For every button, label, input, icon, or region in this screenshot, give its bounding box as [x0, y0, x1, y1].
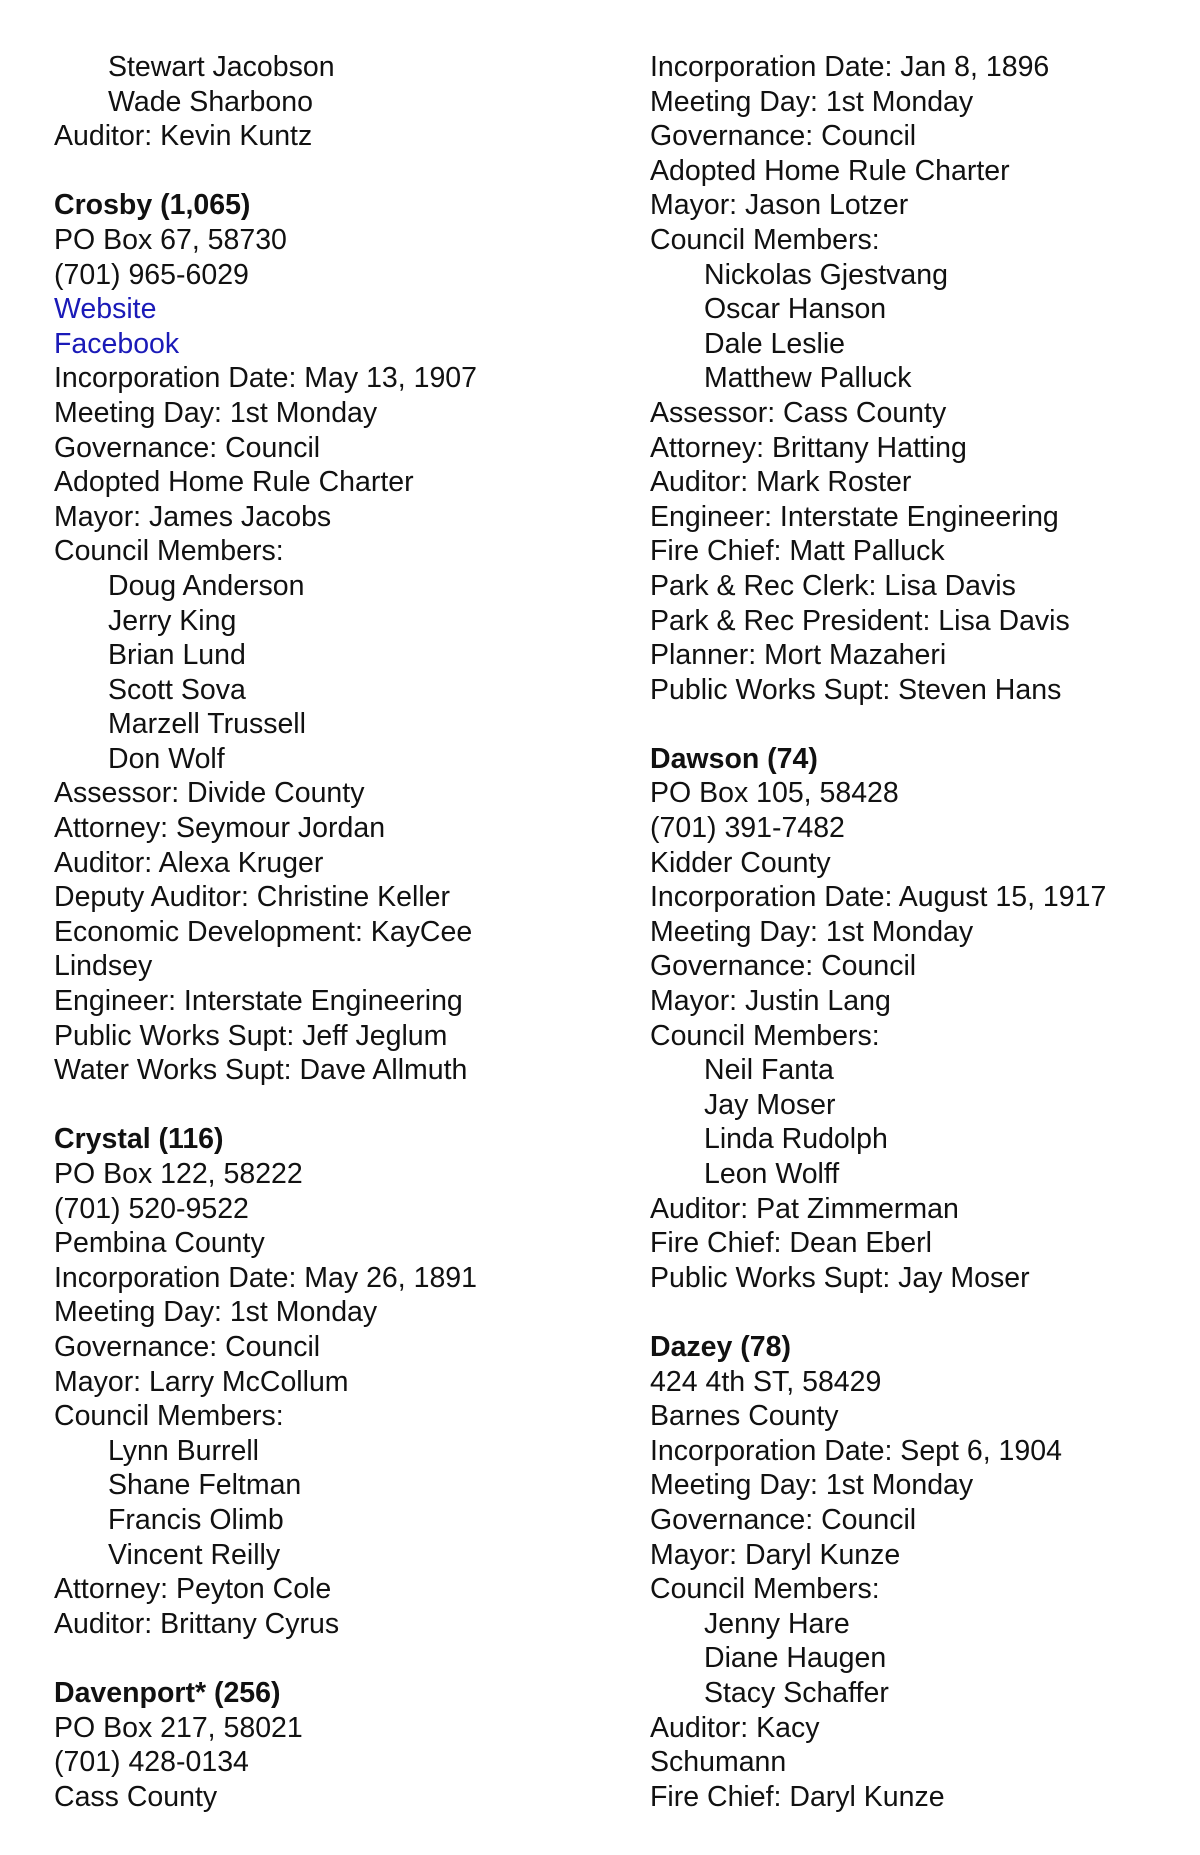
- facebook-link[interactable]: Facebook: [54, 327, 180, 360]
- directory-entry-line: Fire Chief: Dean Eberl: [650, 1227, 932, 1260]
- directory-entry-line: Incorporation Date: Sept 6, 1904: [650, 1434, 1062, 1467]
- directory-entry-line: Cass County: [54, 1780, 218, 1813]
- council-member-name: Marzell Trussell: [108, 708, 306, 741]
- directory-entry-line: Auditor: Brittany Cyrus: [54, 1607, 340, 1640]
- council-member-name: Jay Moser: [704, 1088, 836, 1121]
- directory-entry-line: Deputy Auditor: Christine Keller: [54, 881, 451, 914]
- directory-entry-line: Adopted Home Rule Charter: [650, 154, 1010, 187]
- directory-entry-line: PO Box 67, 58730: [54, 223, 287, 256]
- council-member-name: Jenny Hare: [704, 1607, 850, 1640]
- directory-entry-line: Park & Rec President: Lisa Davis: [650, 604, 1070, 637]
- website-link[interactable]: Website: [54, 293, 157, 326]
- council-member-name: Shane Feltman: [108, 1469, 302, 1502]
- council-member-name: Leon Wolff: [704, 1158, 840, 1190]
- directory-entry-line: (701) 391-7482: [650, 812, 845, 845]
- council-member-name: Oscar Hanson: [704, 293, 887, 326]
- directory-entry-line: Incorporation Date: May 26, 1891: [54, 1261, 478, 1294]
- city-heading: Dazey (78): [650, 1330, 791, 1363]
- directory-entry-line: Mayor: Justin Lang: [650, 985, 891, 1018]
- directory-entry-line: Mayor: James Jacobs: [54, 500, 332, 533]
- city-heading: Dawson (74): [650, 742, 818, 775]
- directory-entry-line: (701) 965-6029: [54, 258, 249, 291]
- directory-entry-line: Lindsey: [54, 950, 153, 983]
- directory-entry-line: Schumann: [650, 1746, 787, 1779]
- directory-entry-line: Meeting Day: 1st Monday: [54, 1296, 378, 1329]
- council-member-name: Stacy Schaffer: [704, 1676, 889, 1709]
- directory-entry-line: Incorporation Date: Jan 8, 1896: [650, 51, 1050, 83]
- directory-entry-line: Mayor: Daryl Kunze: [650, 1538, 901, 1571]
- directory-entry-line: Governance: Council: [54, 1330, 321, 1363]
- section-spacer: [54, 1641, 574, 1676]
- council-member-name: Diane Haugen: [704, 1642, 887, 1675]
- directory-entry-line: Adopted Home Rule Charter: [54, 466, 414, 499]
- directory-entry-line: Council Members:: [54, 1400, 284, 1433]
- directory-entry-line: PO Box 122, 58222: [54, 1158, 303, 1190]
- city-heading: Davenport* (256): [54, 1676, 281, 1709]
- directory-entry-line: Public Works Supt: Jeff Jeglum: [54, 1019, 448, 1052]
- directory-entry-line: Kidder County: [650, 846, 831, 879]
- directory-entry-line: (701) 428-0134: [54, 1746, 249, 1779]
- directory-entry-line: Meeting Day: 1st Monday: [650, 915, 974, 948]
- section-spacer: [54, 154, 574, 189]
- directory-entry-line: Auditor: Kacy: [650, 1711, 820, 1744]
- directory-entry-line: Mayor: Jason Lotzer: [650, 189, 909, 222]
- directory-entry-line: Meeting Day: 1st Monday: [650, 1469, 974, 1502]
- city-heading: Crystal (116): [54, 1123, 224, 1156]
- directory-entry-line: Governance: Council: [650, 120, 917, 153]
- directory-entry-line: Engineer: Interstate Engineering: [650, 500, 1059, 533]
- directory-entry-line: Attorney: Peyton Cole: [54, 1573, 332, 1606]
- directory-entry-line: 424 4th ST, 58429: [650, 1365, 882, 1398]
- directory-entry-line: Auditor: Mark Roster: [650, 466, 912, 499]
- directory-entry-line: Incorporation Date: May 13, 1907: [54, 362, 478, 395]
- directory-entry-line: Auditor: Alexa Kruger: [54, 846, 324, 879]
- directory-entry-line: Council Members:: [650, 1019, 880, 1052]
- directory-entry-line: Council Members:: [650, 223, 880, 256]
- council-member-name: Brian Lund: [108, 639, 246, 672]
- directory-entry-line: Assessor: Cass County: [650, 396, 947, 429]
- directory-entry-line: Park & Rec Clerk: Lisa Davis: [650, 569, 1016, 602]
- directory-entry-line: Governance: Council: [650, 950, 917, 983]
- directory-entry-line: Barnes County: [650, 1400, 839, 1433]
- directory-entry-line: Fire Chief: Daryl Kunze: [650, 1780, 945, 1813]
- directory-entry-line: Meeting Day: 1st Monday: [54, 396, 378, 429]
- directory-entry-line: PO Box 217, 58021: [54, 1711, 303, 1744]
- directory-entry-line: Fire Chief: Matt Palluck: [650, 535, 945, 568]
- directory-entry-line: Council Members:: [650, 1573, 880, 1606]
- council-member-name: Linda Rudolph: [704, 1123, 888, 1156]
- directory-entry-line: Attorney: Brittany Hatting: [650, 431, 967, 464]
- directory-entry-line: Auditor: Kevin Kuntz: [54, 120, 313, 153]
- council-member-name: Francis Olimb: [108, 1503, 284, 1536]
- council-member-name: Jerry King: [108, 604, 237, 637]
- directory-entry-line: Incorporation Date: August 15, 1917: [650, 881, 1107, 914]
- section-spacer: [650, 707, 1190, 742]
- directory-entry-line: Meeting Day: 1st Monday: [650, 85, 974, 118]
- right-column: [650, 50, 1190, 1814]
- council-member-name: Dale Leslie: [704, 327, 845, 360]
- council-member-name: Doug Anderson: [108, 569, 305, 602]
- directory-entry-line: Council Members:: [54, 535, 284, 568]
- directory-entry-line: Auditor: Pat Zimmerman: [650, 1192, 959, 1225]
- council-member-name: Lynn Burrell: [108, 1434, 260, 1467]
- council-member-name: Scott Sova: [108, 673, 246, 706]
- directory-entry-line: Governance: Council: [650, 1503, 917, 1536]
- directory-entry-line: Governance: Council: [54, 431, 321, 464]
- council-member-name: Neil Fanta: [704, 1054, 834, 1087]
- directory-entry-line: Planner: Mort Mazaheri: [650, 639, 947, 672]
- council-member-name: Vincent Reilly: [108, 1538, 281, 1571]
- directory-entry-line: Mayor: Larry McCollum: [54, 1365, 349, 1398]
- council-member-name: Matthew Palluck: [704, 362, 912, 395]
- directory-entry-line: (701) 520-9522: [54, 1192, 249, 1225]
- directory-entry-line: Public Works Supt: Steven Hans: [650, 673, 1062, 706]
- directory-entry-line: PO Box 105, 58428: [650, 777, 899, 810]
- section-spacer: [650, 1295, 1190, 1330]
- directory-entry-line: Engineer: Interstate Engineering: [54, 985, 463, 1018]
- council-member-name: Stewart Jacobson: [108, 51, 335, 83]
- directory-entry-line: Attorney: Seymour Jordan: [54, 812, 386, 845]
- directory-entry-line: Economic Development: KayCee: [54, 915, 473, 948]
- city-heading: Crosby (1,065): [54, 189, 251, 222]
- left-column: [54, 50, 574, 1814]
- directory-entry-line: Public Works Supt: Jay Moser: [650, 1261, 1030, 1294]
- directory-entry-line: Water Works Supt: Dave Allmuth: [54, 1054, 468, 1087]
- council-member-name: Don Wolf: [108, 742, 225, 775]
- council-member-name: Wade Sharbono: [108, 85, 313, 118]
- section-spacer: [54, 1088, 574, 1123]
- directory-entry-line: Assessor: Divide County: [54, 777, 365, 810]
- council-member-name: Nickolas Gjestvang: [704, 258, 948, 291]
- directory-entry-line: Pembina County: [54, 1227, 265, 1260]
